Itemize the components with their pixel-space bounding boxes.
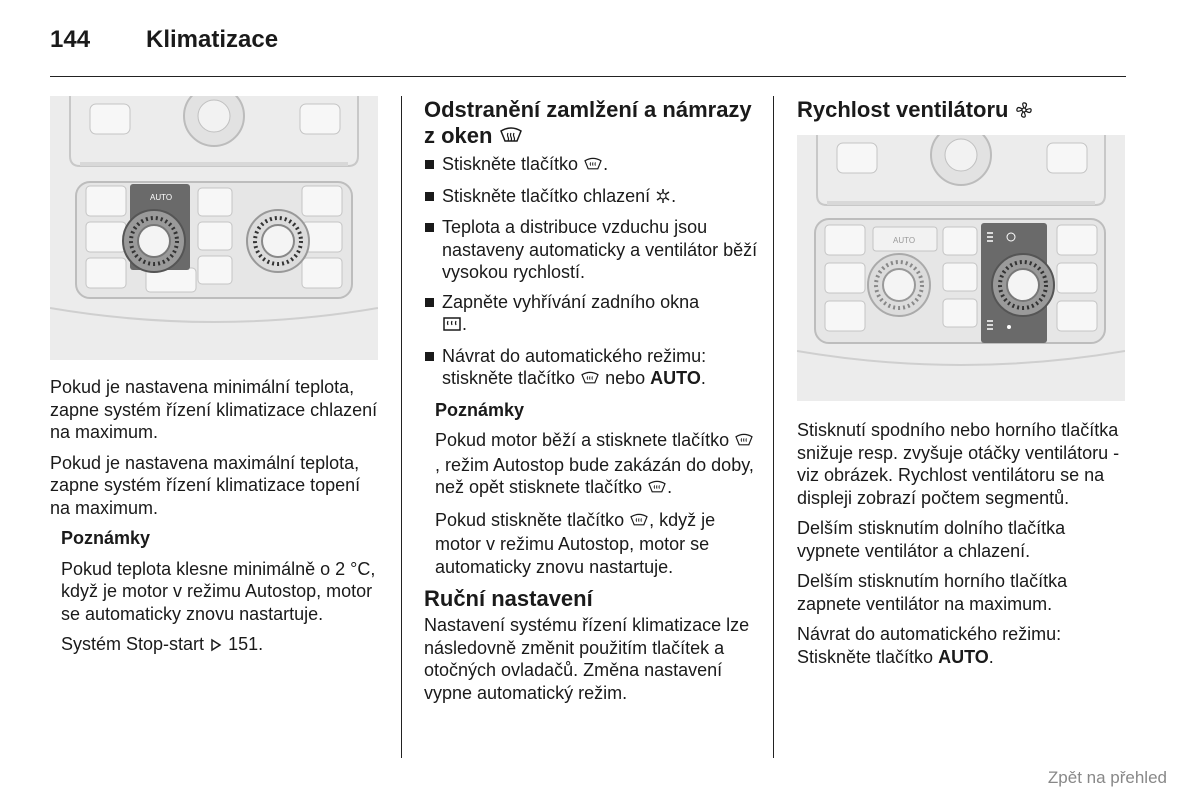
column-3 xyxy=(797,97,1127,676)
section-heading-fan-speed xyxy=(797,97,1127,125)
column-divider-1 xyxy=(401,96,402,758)
list-item-end: . xyxy=(671,185,677,206)
list-item-end: . xyxy=(462,314,468,334)
paragraph-auto-return xyxy=(797,623,1127,668)
column-1 xyxy=(50,96,380,658)
note-text: Pokud motor běží a stisknete tlačítko xyxy=(435,430,730,450)
auto-display-label: AUTO xyxy=(150,193,173,202)
note-text: Pokud teplota klesne minimálně o 2 °C, když je motor v režimu Autostop, motor se automaticky znovu nastartuje. xyxy=(61,558,376,624)
defog-steps-list xyxy=(424,153,759,392)
windshield-defrost-icon xyxy=(499,125,523,151)
page-title: Klimatizace xyxy=(146,26,279,53)
note-block xyxy=(424,399,759,579)
list-item xyxy=(424,153,759,178)
note-text: Pokud stiskněte tlačítko xyxy=(435,509,625,530)
auto-display-label: AUTO xyxy=(893,236,916,245)
paragraph-text: Návrat do automatického režimu: Stiskněte tlačítko xyxy=(797,624,1062,667)
list-item-text: Návrat do automatického režimu: stiskněte tlačítko xyxy=(442,345,707,388)
reference-arrow-icon xyxy=(209,635,223,658)
note-text: , když je motor v režimu Autostop, motor se automaticky znovu nastartuje. xyxy=(435,509,716,577)
climate-panel-figure xyxy=(50,96,378,360)
column-2 xyxy=(424,97,759,712)
note-paragraph-1 xyxy=(435,429,759,501)
paragraph-end: . xyxy=(988,646,994,667)
reference-page[interactable]: 151. xyxy=(228,634,264,654)
auto-label: AUTO xyxy=(938,646,989,667)
note-text: . xyxy=(667,477,673,497)
paragraph-fan-max: Delším stisknutím horního tlačítka zapnete ventilátor na maximum. xyxy=(797,571,1068,614)
column-divider-2 xyxy=(773,96,774,758)
climate-panel-illustration xyxy=(50,96,378,360)
cross-reference xyxy=(61,633,380,658)
snowflake-icon xyxy=(655,187,671,210)
list-item-text: Stiskněte tlačítko chlazení xyxy=(442,185,651,206)
list-item xyxy=(424,345,759,392)
paragraph-fan-off: Delším stisknutím dolního tlačítka vypnete ventilátor a chlazení. xyxy=(797,518,1066,561)
windshield-defrost-icon xyxy=(583,155,603,178)
list-item-end: . xyxy=(700,368,706,388)
note-block xyxy=(50,527,380,658)
list-item xyxy=(424,291,759,338)
windshield-defrost-icon xyxy=(734,431,754,454)
rear-window-heating-icon xyxy=(442,315,462,338)
list-item-mid: nebo xyxy=(605,368,646,388)
paragraph-max-temp: Pokud je nastavena maximální teplota, zapne systém řízení klimatizace topení na maximum. xyxy=(50,452,361,518)
list-item-end: . xyxy=(603,154,609,174)
list-item-text: Zapněte vyhřívání zadního okna xyxy=(442,291,700,312)
header-rule xyxy=(50,76,1126,77)
section-heading-manual: Ruční nastavení xyxy=(424,586,593,611)
paragraph-min-temp: Pokud je nastavena minimální teplota, zapne systém řízení klimatizace chlazení na maximum. xyxy=(50,377,378,442)
fan-icon xyxy=(1015,99,1033,125)
heading-line-1: Odstranění zamlžení a námrazy xyxy=(424,97,752,122)
fan-panel-figure xyxy=(797,135,1125,401)
auto-label: AUTO xyxy=(650,368,701,388)
note-heading: Poznámky xyxy=(435,399,525,420)
windshield-defrost-icon xyxy=(580,369,600,392)
heading-line-2: z oken xyxy=(424,123,493,148)
page-number: 144 xyxy=(50,26,91,53)
note-text: , režim Autostop bude zakázán do doby, než opět stisknete tlačítko xyxy=(435,454,754,497)
list-item-text: Teplota a distribuce vzduchu jsou nastaveny automaticky a ventilátor běží vysokou rychlostí. xyxy=(442,217,758,282)
list-item xyxy=(424,216,759,284)
windshield-defrost-icon xyxy=(629,511,649,534)
fan-panel-illustration xyxy=(797,135,1125,401)
note-paragraph-2 xyxy=(435,509,759,579)
paragraph-manual: Nastavení systému řízení klimatizace lze následovně změnit použitím tlačítek a otočných ovladačů. Změna nastavení vypne automatický režim. xyxy=(424,615,750,703)
paragraph-fan-buttons: Stisknutí spodního nebo horního tlačítka snižuje resp. zvyšuje otáčky ventilátoru - viz obrázek. Rychlost ventilátoru se na displeji zobrazí počtem segmentů. xyxy=(797,420,1120,508)
reference-text: Systém Stop-start xyxy=(61,634,205,654)
list-item xyxy=(424,185,759,210)
heading-text: Rychlost ventilátoru xyxy=(797,97,1009,122)
windshield-defrost-icon xyxy=(647,478,667,501)
list-item-text: Stiskněte tlačítko xyxy=(442,154,579,174)
note-heading: Poznámky xyxy=(61,528,151,548)
section-heading-defog xyxy=(424,97,759,151)
back-to-overview-link[interactable]: Zpět na přehled xyxy=(1047,768,1167,787)
